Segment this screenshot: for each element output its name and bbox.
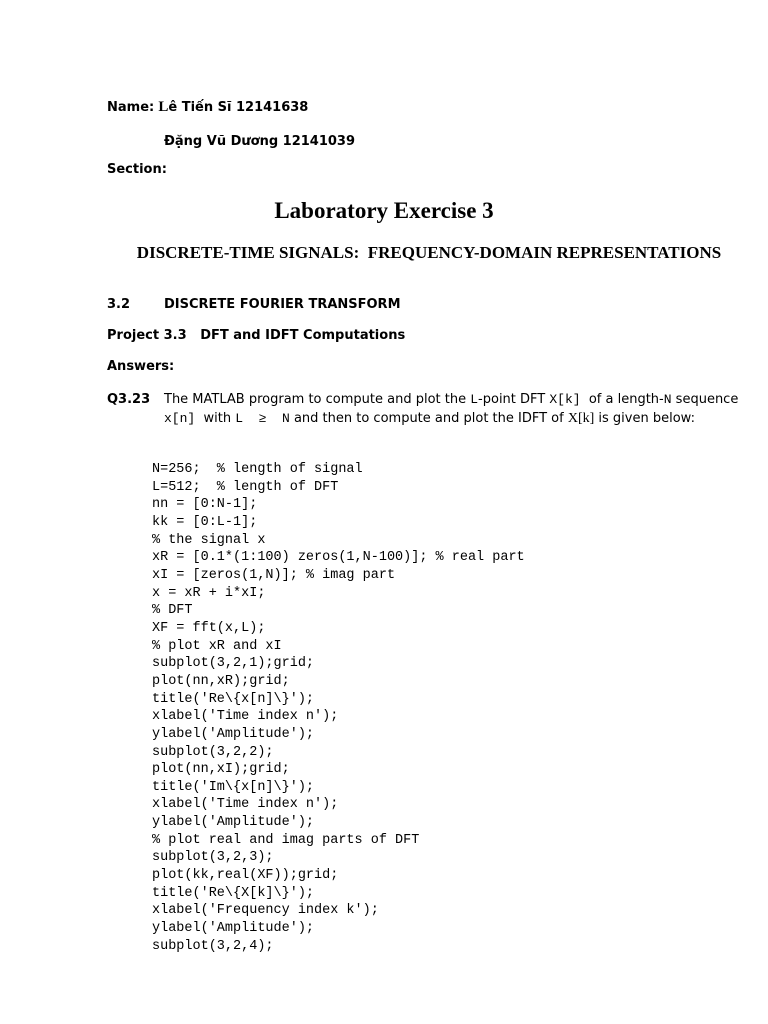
code-line: xlabel('Time index n');: [152, 797, 339, 813]
math-xn: x[n]: [164, 411, 196, 426]
code-line: ylabel('Amplitude');: [152, 921, 315, 937]
math-Xk-serif: X[k]: [567, 411, 595, 426]
code-line: subplot(3,2,4);: [152, 938, 274, 954]
code-line: N=256; % length of signal: [152, 462, 363, 477]
matlab-code-block: [152, 461, 525, 955]
code-line: L=512; % length of DFT: [152, 479, 339, 495]
name-value: ê Tiến Sĩ 12141638: [168, 100, 309, 115]
lab-title: Laboratory Exercise 3: [274, 198, 494, 223]
question-label: Q3.23: [107, 392, 151, 407]
name-first-char: L: [158, 99, 169, 115]
question-text-line-2: [164, 411, 695, 427]
code-line: % plot xR and xI: [152, 638, 282, 654]
code-line: plot(nn,xR);grid;: [152, 673, 290, 689]
code-line: nn = [0:N-1];: [152, 497, 258, 513]
code-line: ylabel('Amplitude');: [152, 815, 315, 831]
code-line: XF = fft(x,L);: [152, 620, 266, 636]
member-2: Đặng Vũ Dương 12141039: [164, 134, 356, 149]
question-text: sequence: [671, 392, 739, 407]
code-line: xI = [zeros(1,N)]; % imag part: [152, 567, 396, 583]
question-text: of a length-: [580, 392, 664, 407]
question-text-line-1: [164, 392, 738, 407]
code-line: plot(kk,real(XF));grid;: [152, 868, 339, 884]
math-L-geq-N: L ≥ N: [235, 411, 290, 426]
section-number: 3.2: [107, 297, 131, 312]
math-Xk: X[k]: [549, 392, 581, 407]
code-line: xlabel('Frequency index k');: [152, 903, 379, 919]
code-line: % plot real and imag parts of DFT: [152, 832, 420, 848]
code-line: title('Im\{x[n]\}');: [152, 779, 315, 795]
name-line: [107, 99, 308, 116]
code-line: xR = [0.1*(1:100) zeros(1,N-100)]; % real part: [152, 550, 525, 566]
question-text: and then to compute and plot the IDFT of: [289, 411, 568, 426]
math-N: N: [663, 392, 672, 407]
project-heading: Project 3.3 DFT and IDFT Computations: [107, 328, 406, 343]
question-text: -point DFT: [478, 392, 550, 407]
name-label: Name:: [107, 100, 155, 115]
code-line: plot(nn,xI);grid;: [152, 762, 290, 778]
question-text: with: [195, 411, 236, 426]
section-title: DISCRETE FOURIER TRANSFORM: [164, 297, 401, 312]
code-line: % the signal x: [152, 532, 266, 548]
code-line: kk = [0:L-1];: [152, 514, 258, 530]
lab-subtitle: DISCRETE-TIME SIGNALS: FREQUENCY-DOMAIN REPRESENTATIONS: [136, 243, 722, 262]
code-line: ylabel('Amplitude');: [152, 726, 315, 742]
code-line: title('Re\{x[n]\}');: [152, 691, 315, 707]
code-line: subplot(3,2,1);grid;: [152, 656, 315, 672]
math-L: L: [470, 392, 479, 407]
question-text: The MATLAB program to compute and plot the: [164, 392, 471, 407]
code-line: subplot(3,2,3);: [152, 850, 274, 866]
code-line: % DFT: [152, 603, 193, 619]
code-line: subplot(3,2,2);: [152, 744, 274, 760]
code-line: x = xR + i*xI;: [152, 585, 266, 601]
code-line: xlabel('Time index n');: [152, 709, 339, 725]
code-line: title('Re\{X[k]\}');: [152, 885, 315, 901]
section-label: Section:: [107, 162, 167, 177]
question-text: is given below:: [594, 411, 695, 426]
answers-label: Answers:: [107, 359, 175, 374]
